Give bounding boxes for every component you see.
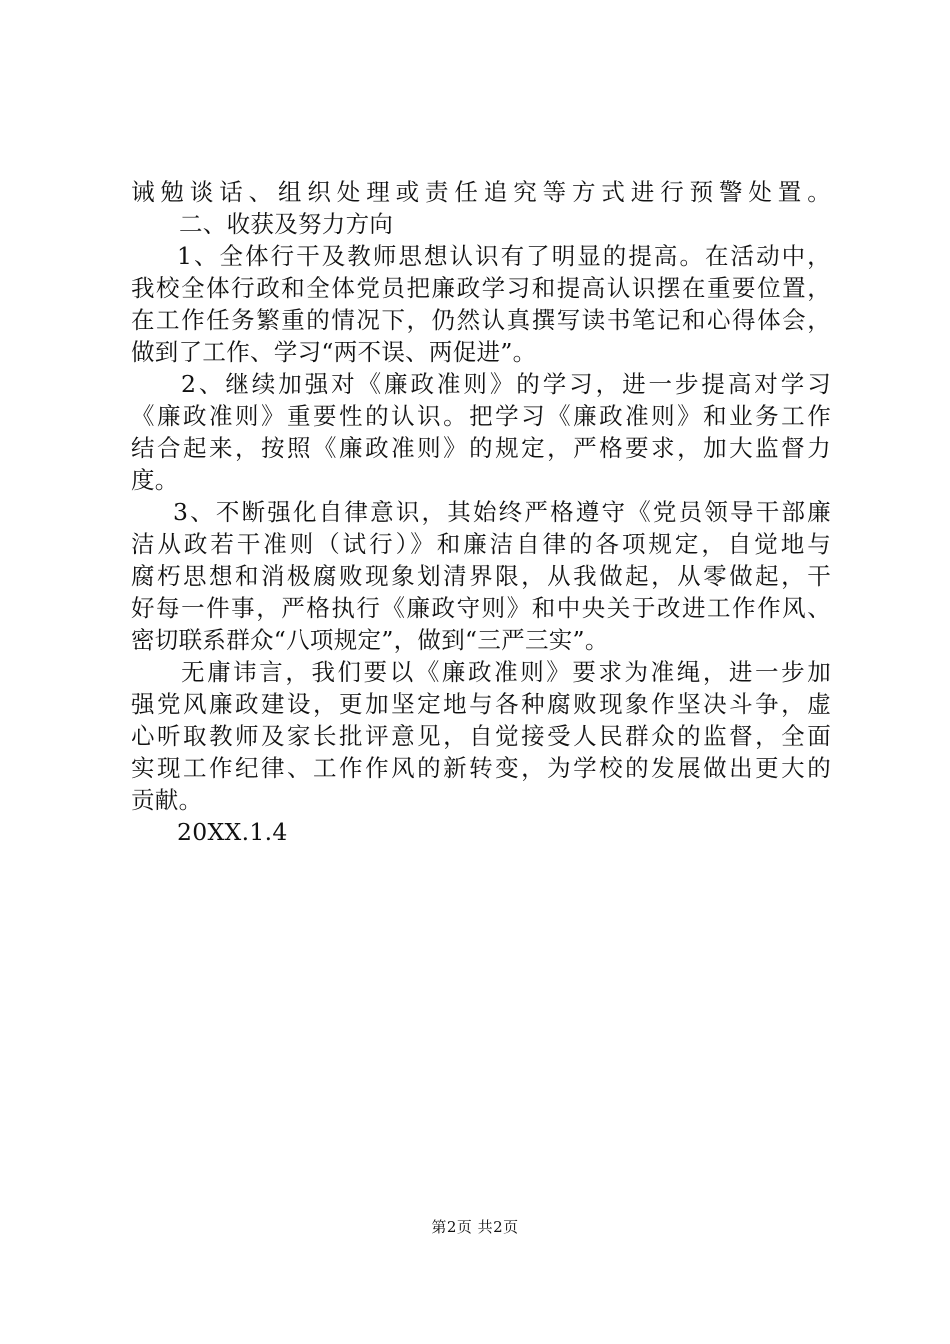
text-line: 腐朽思想和消极腐败现象划清界限，从我做起，从零做起，干 (131, 562, 831, 590)
text-line: 2、继续加强对《廉政准则》的学习，进一步提高对学习 (181, 370, 831, 398)
page-number-footer: 第2页 共2页 (431, 1218, 519, 1236)
text-line: 洁从政若干准则（试行）》和廉洁自律的各项规定，自觉地与 (131, 530, 831, 558)
text-line: 贡献。 (131, 786, 203, 814)
date-line: 20XX.1.4 (177, 818, 288, 846)
text-line: 诫勉谈话、组织处理或责任追究等方式进行预警处置。 (131, 178, 831, 206)
text-line: 心听取教师及家长批评意见，自觉接受人民群众的监督，全面 (131, 722, 831, 750)
text-line: 无庸讳言，我们要以《廉政准则》要求为准绳，进一步加 (181, 658, 831, 686)
text-line: 做到了工作、学习“两不误、两促进”。 (131, 338, 537, 366)
text-line: 强党风廉政建设，更加坚定地与各种腐败现象作坚决斗争，虚 (131, 690, 831, 718)
text-line: 在工作任务繁重的情况下，仍然认真撰写读书笔记和心得体会， (131, 306, 831, 334)
text-line: 度。 (131, 466, 179, 494)
text-line: 《廉政准则》重要性的认识。把学习《廉政准则》和业务工作 (131, 402, 831, 430)
document-body (131, 176, 831, 848)
text-line: 实现工作纪律、工作作风的新转变，为学校的发展做出更大的 (131, 754, 831, 782)
text-line: 3、不断强化自律意识，其始终严格遵守《党员领导干部廉 (173, 498, 831, 526)
text-line: 密切联系群众“八项规定”，做到“三严三实”。 (131, 626, 609, 654)
section-heading: 二、收获及努力方向 (179, 210, 394, 238)
text-line: 好每一件事，严格执行《廉政守则》和中央关于改进工作作风、 (131, 594, 831, 622)
text-line: 我校全体行政和全体党员把廉政学习和提高认识摆在重要位置， (131, 274, 831, 302)
text-line: 结合起来，按照《廉政准则》的规定，严格要求，加大监督力 (131, 434, 831, 462)
text-line: 1、全体行干及教师思想认识有了明显的提高。在活动中， (177, 242, 831, 270)
